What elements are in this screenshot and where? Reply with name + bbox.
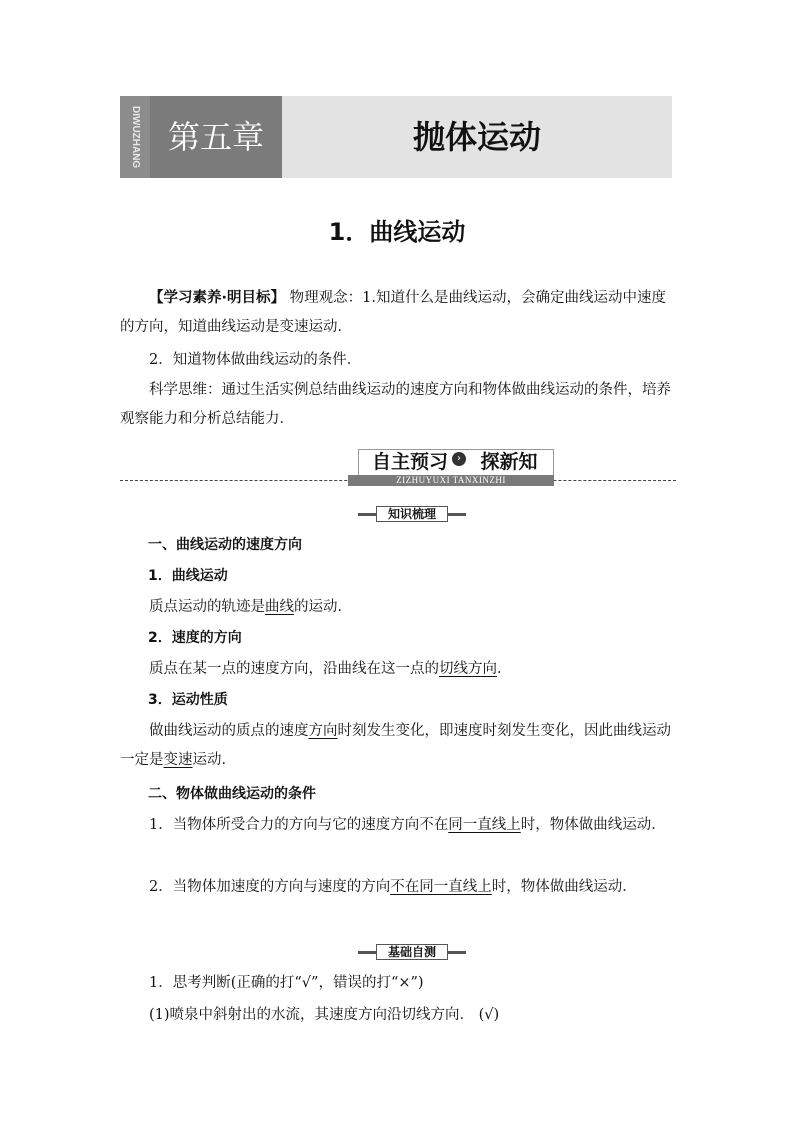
chapter-title: 抛体运动	[412, 118, 541, 156]
preview-label-b: 探新知	[480, 451, 538, 473]
objectives-line1: 物理观念：1.知道什么是曲线运动，会确定曲线运动中速度的方向，知道曲线运动是变速运动．	[120, 290, 666, 335]
objectives-line2: 2．知道物体做曲线运动的条件．	[149, 352, 362, 368]
question-1-item-1: (1)喷泉中斜射出的水流，其速度方向沿切线方向． (√)	[149, 1007, 500, 1023]
heading-1-1: 1．曲线运动	[148, 568, 228, 584]
paragraph-3: 做曲线运动的质点的速度方向时刻发生变化，即速度时刻发生变化，因此曲线运动一定是变速运动．	[120, 723, 671, 768]
underlined-answer: 同一直线上	[448, 817, 521, 833]
chapter-label: 第五章	[150, 96, 282, 178]
underlined-answer: 曲线	[265, 599, 294, 615]
heading-1-2: 2．速度的方向	[148, 630, 242, 646]
preview-label-a: 自主预习	[371, 451, 448, 473]
paragraph-2: 质点在某一点的速度方向，沿曲线在这一点的切线方向．	[149, 661, 512, 677]
tag-selftest	[358, 944, 466, 960]
objectives-lead: 【学习素养·明目标】	[149, 290, 286, 306]
heading-1-3: 3．运动性质	[148, 692, 228, 708]
tag-knowledge	[358, 506, 466, 522]
heading-2: 二、物体做曲线运动的条件	[148, 786, 316, 802]
underlined-answer: 方向	[308, 723, 338, 739]
underlined-answer: 切线方向	[439, 661, 497, 677]
chapter-side-pinyin: DIWUZHANG	[120, 96, 150, 178]
underlined-answer: 变速	[163, 752, 193, 768]
section-title: 1．曲线运动	[328, 218, 466, 246]
question-1: 1．思考判断(正确的打“√”，错误的打“×”)	[149, 975, 424, 991]
paragraph-1: 质点运动的轨迹是曲线的运动．	[149, 599, 352, 615]
underlined-answer: 不在同一直线上	[390, 879, 492, 895]
paragraph-4: 1．当物体所受合力的方向与它的速度方向不在同一直线上时，物体做曲线运动．	[149, 817, 666, 833]
objectives-line3: 科学思维：通过生活实例总结曲线运动的速度方向和物体做曲线运动的条件，培养观察能力和分析总结能力．	[120, 382, 671, 427]
objectives-paragraph	[120, 284, 676, 342]
paragraph-5: 2．当物体加速度的方向与速度的方向不在同一直线上时，物体做曲线运动．	[149, 879, 637, 895]
chevron-right-icon: ›	[452, 452, 466, 466]
tag-selftest-label: 基础自测	[376, 944, 448, 960]
tag-knowledge-label: 知识梳理	[376, 506, 448, 522]
preview-pinyin: ZIZHUYUXI TANXINZHI	[348, 475, 554, 486]
heading-1: 一、曲线运动的速度方向	[148, 537, 302, 553]
